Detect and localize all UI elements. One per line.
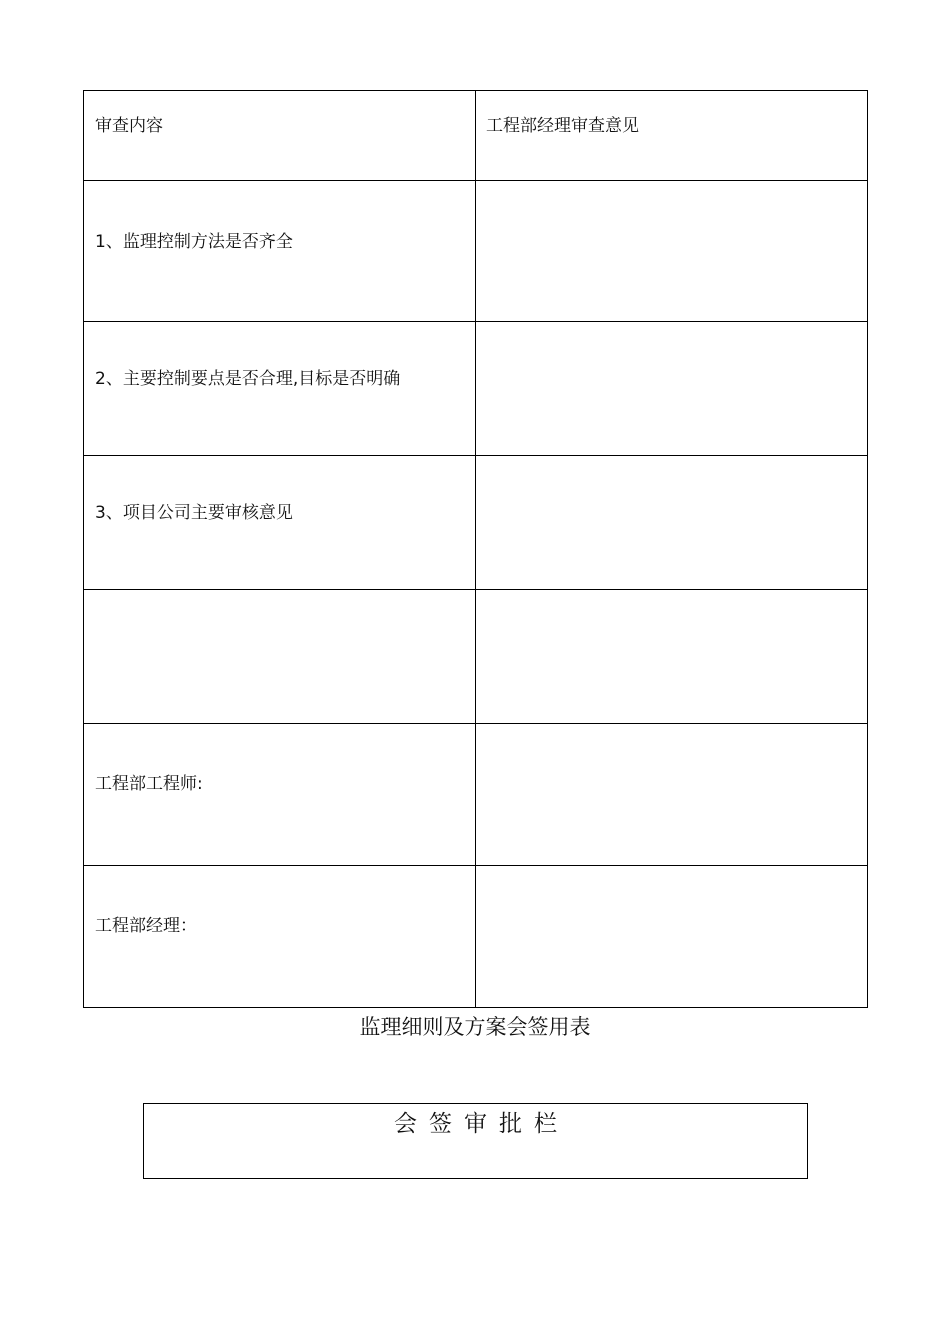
sign-approval-box [143, 1103, 808, 1179]
review-table [83, 90, 868, 1008]
table-row [84, 322, 868, 456]
cell-text [476, 866, 867, 916]
cell-text [476, 181, 867, 232]
table-row [84, 590, 868, 724]
opinion-cell[interactable] [476, 724, 868, 866]
review-item-cell [84, 181, 476, 322]
opinion-cell[interactable] [476, 590, 868, 724]
cell-text [476, 456, 867, 503]
table-row-header [84, 91, 868, 181]
table-row [84, 456, 868, 590]
opinion-cell[interactable] [476, 181, 868, 322]
opinion-cell[interactable] [476, 456, 868, 590]
cell-text: 1、监理控制方法是否齐全 [95, 232, 293, 252]
blank-cell[interactable] [84, 590, 476, 724]
cell-text: 2、主要控制要点是否合理,目标是否明确 [95, 369, 401, 389]
manager-signature-cell[interactable] [84, 866, 476, 1008]
header-cell-manager-opinion [476, 91, 868, 181]
cell-text [476, 322, 867, 369]
cell-text: 审查内容 [95, 116, 163, 136]
cell-text: 工程部工程师: [95, 774, 203, 794]
opinion-cell[interactable] [476, 322, 868, 456]
opinion-cell[interactable] [476, 866, 868, 1008]
cell-text: 工程部经理： [95, 916, 197, 936]
table-row [84, 181, 868, 322]
table-row [84, 724, 868, 866]
engineer-signature-cell[interactable] [84, 724, 476, 866]
cell-text: 3、项目公司主要审核意见 [95, 503, 293, 523]
cell-text [476, 724, 867, 774]
cell-text: 工程部经理审查意见 [486, 116, 639, 136]
sign-approval-label: 会签审批栏 [394, 1111, 569, 1137]
review-item-cell [84, 456, 476, 590]
header-cell-review-content [84, 91, 476, 181]
form-title: 监理细则及方案会签用表 [359, 1015, 591, 1039]
table-row [84, 866, 868, 1008]
review-item-cell [84, 322, 476, 456]
